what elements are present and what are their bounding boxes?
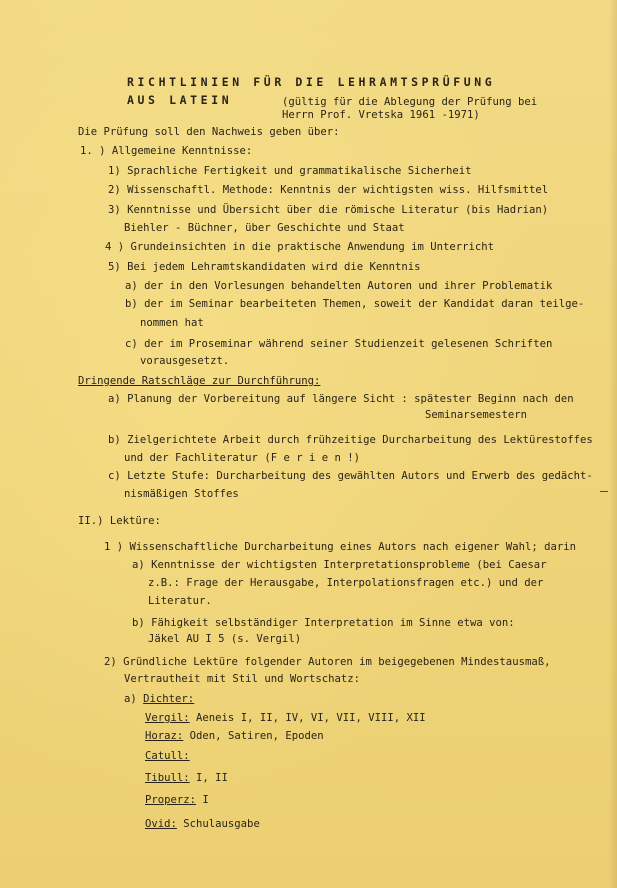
section-1-item-5b: b) der im Seminar bearbeiteten Themen, soweit der Kandidat daran teilge- [125, 298, 585, 310]
author-name: Catull: [145, 750, 190, 762]
author-name: Vergil: [145, 712, 190, 724]
advice-c: c) Letzte Stufe: Durcharbeitung des gewählten Autors und Erwerb des gedächt- [108, 470, 593, 482]
advice-a-cont: Seminarsemestern [425, 409, 528, 421]
validity-note-1: (gültig für die Ablegung der Prüfung bei [282, 96, 538, 108]
poets-prefix: a) [124, 693, 137, 705]
section-2-item-1b: b) Fähigkeit selbständiger Interpretation im Sinne etwa von: [132, 617, 515, 629]
section-1-item-5b-cont: nommen hat [140, 317, 204, 329]
author-row [145, 712, 426, 725]
section-1-item-4: 4 ) Grundeinsichten in die praktische Anwendung im Unterricht [105, 241, 495, 253]
author-name: Ovid: [145, 818, 177, 830]
section-1-item-3: 3) Kenntnisse und Übersicht über die römische Literatur (bis Hadrian) [108, 204, 549, 216]
author-works: Aeneis I, II, IV, VI, VII, VIII, XII [196, 712, 426, 724]
poets-label: Dichter: [143, 693, 195, 705]
advice-heading: Dringende Ratschläge zur Durchführung: [78, 375, 321, 387]
title-line-2: AUS LATEIN [127, 93, 233, 107]
section-1-heading: 1. ) Allgemeine Kenntnisse: [80, 145, 253, 157]
advice-c-cont: nismäßigen Stoffes [124, 488, 239, 500]
validity-note-2: Herrn Prof. Vretska 1961 -1971) [282, 109, 480, 121]
poets-heading [124, 693, 194, 706]
margin-dash [600, 491, 608, 492]
section-2-item-2: 2) Gründliche Lektüre folgender Autoren im beigegebenen Mindestausmaß, [104, 656, 551, 668]
page-edge-shadow [609, 0, 617, 888]
section-2-item-1: 1 ) Wissenschaftliche Durcharbeitung eines Autors nach eigener Wahl; darin [104, 541, 576, 553]
section-1-item-5: 5) Bei jedem Lehramtskandidaten wird die Kenntnis [108, 261, 421, 273]
section-1-item-5a: a) der in den Vorlesungen behandelten Autoren und ihrer Problematik [125, 280, 553, 292]
title-line-1: RICHTLINIEN FÜR DIE LEHRAMTSPRÜFUNG [127, 75, 496, 89]
author-name: Tibull: [145, 772, 190, 784]
section-1-item-2: 2) Wissenschaftl. Methode: Kenntnis der wichtigsten wiss. Hilfsmittel [108, 184, 549, 196]
author-row [145, 730, 324, 743]
section-2-item-1a-cont-2: Literatur. [148, 595, 212, 607]
advice-b-cont: und der Fachliteratur (F e r i e n !) [124, 452, 360, 464]
section-1-item-5c-cont: vorausgesetzt. [140, 355, 230, 367]
section-2-item-1a-cont-1: z.B.: Frage der Herausgabe, Interpolationsfragen etc.) und der [148, 577, 544, 589]
author-name: Horaz: [145, 730, 184, 742]
advice-a: a) Planung der Vorbereitung auf längere Sicht : spätester Beginn nach den [108, 393, 574, 405]
advice-b: b) Zielgerichtete Arbeit durch frühzeitige Durcharbeitung des Lektürestoffes [108, 434, 593, 446]
author-works: Oden, Satiren, Epoden [189, 730, 324, 742]
author-works: I, II [196, 772, 228, 784]
author-row [145, 772, 228, 785]
section-1-item-1: 1) Sprachliche Fertigkeit und grammatikalische Sicherheit [108, 165, 472, 177]
section-2-item-2-cont: Vertrautheit mit Stil und Wortschatz: [124, 673, 360, 685]
section-2-item-1a: a) Kenntnisse der wichtigsten Interpretationsprobleme (bei Caesar [132, 559, 547, 571]
section-1-item-5c: c) der im Proseminar während seiner Studienzeit gelesenen Schriften [125, 338, 553, 350]
author-name: Properz: [145, 794, 197, 806]
section-2-heading: II.) Lektüre: [78, 515, 161, 527]
section-2-item-1b-cont: Jäkel AU I 5 (s. Vergil) [148, 633, 302, 645]
author-works: Schulausgabe [183, 818, 260, 830]
intro-text: Die Prüfung soll den Nachweis geben über: [78, 126, 340, 138]
author-works: I [202, 794, 209, 806]
author-row [145, 818, 260, 831]
author-row [145, 750, 190, 763]
section-1-item-3-cont: Biehler - Büchner, über Geschichte und Staat [124, 222, 405, 234]
author-row [145, 794, 209, 807]
